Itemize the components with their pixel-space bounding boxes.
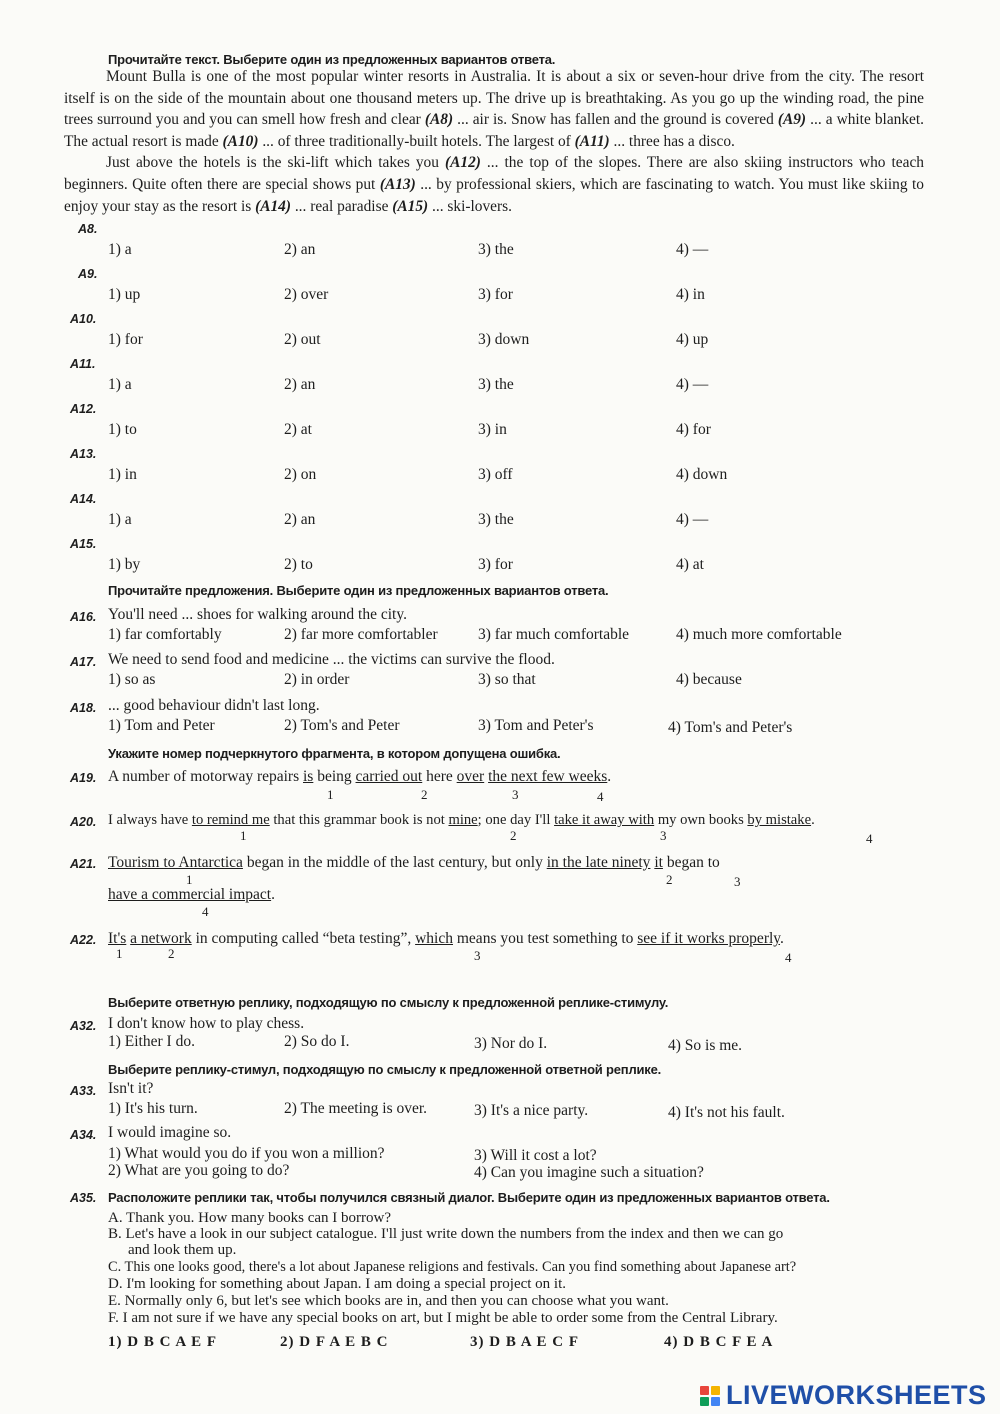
question-label: A21. — [70, 857, 97, 871]
fragment-number: 2 — [666, 872, 673, 887]
fragment-number: 3 — [734, 874, 741, 889]
logo-text: LIVEWORKSHEETS — [726, 1380, 987, 1410]
answer-option-1[interactable]: 1) D B C A E F — [108, 1334, 218, 1350]
underlined-fragment-3[interactable]: over — [456, 768, 485, 785]
dialogue-line-f: F. I am not sure if we have any special books on art, but I might be able to order some from the Central Library. — [108, 1310, 778, 1326]
question-text: We need to send food and medicine ... the victims can survive the flood. — [108, 651, 555, 668]
underlined-fragment-2[interactable]: carried out — [355, 768, 423, 785]
option-2[interactable]: 2) in order — [284, 671, 350, 688]
option-3[interactable]: 3) Nor do I. — [474, 1035, 548, 1052]
instruction-find-error: Укажите номер подчеркнутого фрагмента, в котором допущена ошибка. — [108, 746, 561, 761]
underlined-fragment-1[interactable]: is — [303, 768, 314, 785]
instruction-choose-response: Выберите ответную реплику, подходящую по смыслу к предложенной реплике-стимулу. — [108, 995, 669, 1010]
option-3[interactable]: 3) Will it cost a lot? — [474, 1147, 597, 1164]
dialogue-line-d: D. I'm looking for something about Japan. I am doing a special project on it. — [108, 1276, 567, 1292]
answer-option-3[interactable]: 3) D B A E C F — [470, 1334, 580, 1350]
fragment-number: 3 — [512, 787, 519, 802]
instruction-arrange-dialogue: Расположите реплики так, чтобы получился связный диалог. Выберите один из предложенных вариантов ответа. — [108, 1190, 830, 1205]
underlined-fragment-4[interactable]: have a commercial impact — [108, 886, 272, 903]
option-1[interactable]: 1) a — [108, 376, 132, 393]
underlined-fragment-4[interactable]: see if it works properly — [637, 930, 781, 947]
question-text: You'll need ... shoes for walking around the city. — [108, 606, 407, 623]
question-text: Isn't it? — [108, 1080, 154, 1097]
underlined-fragment-4[interactable]: by mistake — [747, 812, 812, 828]
option-3[interactable]: 3) the — [478, 376, 514, 393]
fragment-number: 4 — [202, 904, 209, 919]
passage-text: ... three has a disco. — [609, 132, 735, 150]
fragment-number: 3 — [660, 828, 667, 843]
question-label: A8. — [78, 222, 98, 236]
error-sentence-a21: Tourism to Antarctica began in the middle of the last century, but only in the late ninety it began to — [108, 854, 720, 871]
option-1[interactable]: 1) What would you do if you won a million? — [108, 1145, 385, 1162]
question-label: A12. — [70, 402, 97, 416]
option-3[interactable]: 3) the — [478, 241, 514, 258]
fragment-number: 4 — [597, 789, 604, 804]
underlined-fragment-2[interactable]: in the late ninety — [546, 854, 651, 871]
fragment-number: 4 — [785, 950, 792, 965]
gap-marker: (A10) — [222, 132, 259, 150]
option-2[interactable]: 2) over — [284, 286, 329, 303]
gap-marker: (A14) — [255, 197, 291, 215]
underlined-fragment-3[interactable]: take it away with — [554, 812, 655, 828]
passage-text: Mount Bulla is one of the most popular winter resorts in Australia. It is about a six or seven-hour drive from the city. The resort itself is on the side of the mountain about one thousand meters up. The drive up is breathtaking. As you go up the winding road, the pine trees surround you and you can smell how fresh and clear — [64, 68, 924, 129]
question-label: A19. — [70, 771, 97, 785]
underlined-fragment-3[interactable]: which — [415, 930, 453, 947]
option-2[interactable]: 2) an — [284, 511, 316, 528]
option-3[interactable]: 3) the — [478, 511, 514, 528]
question-label: A35. — [70, 1191, 97, 1205]
underlined-fragment-1[interactable]: Tourism to Antarctica — [108, 854, 243, 871]
fragment-number: 2 — [168, 946, 175, 961]
fragment-number: 1 — [116, 946, 123, 961]
logo-block — [711, 1386, 720, 1395]
option-2[interactable]: 2) Tom's and Peter — [284, 717, 400, 734]
option-3[interactable]: 3) for — [478, 556, 513, 573]
dialogue-line-e: E. Normally only 6, but let's see which books are in, and then you can choose what you want. — [108, 1293, 669, 1309]
option-4[interactable]: 4) up — [676, 331, 709, 348]
option-1[interactable]: 1) in — [108, 466, 137, 483]
question-label: A13. — [70, 447, 97, 461]
question-label: A18. — [70, 701, 97, 715]
question-label: A9. — [78, 267, 98, 281]
question-label: A22. — [70, 933, 97, 947]
option-3[interactable]: 3) far much comfortable — [478, 626, 630, 643]
fragment-number: 1 — [186, 872, 193, 887]
option-2[interactable]: 2) What are you going to do? — [108, 1162, 290, 1179]
option-4[interactable]: 4) in — [676, 286, 705, 303]
option-3[interactable]: 3) Tom and Peter's — [478, 717, 594, 734]
answer-option-4[interactable]: 4) D B C F E A — [664, 1334, 774, 1350]
gap-marker: (A9) — [777, 111, 807, 129]
option-1[interactable]: 1) a — [108, 511, 132, 528]
option-3[interactable]: 3) off — [478, 466, 513, 483]
option-1[interactable]: 1) a — [108, 241, 132, 258]
question-label: A11. — [70, 357, 96, 371]
option-1[interactable]: 1) so as — [108, 671, 156, 688]
option-3[interactable]: 3) in — [478, 421, 507, 438]
passage-text: ... the top of the slopes. There are also skiing instructors who teach beginners. Quite often there are special shows put — [64, 154, 924, 193]
passage-text: ... real paradise — [290, 197, 393, 215]
question-label: A17. — [70, 655, 97, 669]
option-2[interactable]: 2) So do I. — [284, 1033, 350, 1050]
question-label: A14. — [70, 492, 97, 506]
option-4[interactable]: 4) Tom's and Peter's — [668, 719, 793, 736]
option-4[interactable]: 4) much more comfortable — [676, 626, 842, 643]
question-label: A32. — [70, 1019, 97, 1033]
option-4[interactable]: 4) It's not his fault. — [668, 1104, 785, 1121]
answer-option-2[interactable]: 2) D F A E B C — [280, 1334, 389, 1350]
option-3[interactable]: 3) for — [478, 286, 513, 303]
dialogue-line-b: B. Let's have a look in our subject catalogue. I'll just write down the numbers from the index and then we can go — [108, 1226, 784, 1242]
fragment-number: 3 — [474, 948, 481, 963]
dialogue-line-a: A. Thank you. How many books can I borrow? — [108, 1210, 392, 1226]
option-4[interactable]: 4) because — [676, 671, 742, 688]
option-3[interactable]: 3) so that — [478, 671, 536, 688]
dialogue-line-b-cont: and look them up. — [128, 1242, 237, 1258]
question-label: A10. — [70, 312, 97, 326]
gap-marker: (A11) — [574, 132, 610, 150]
passage-text: Just above the hotels is the ski-lift which takes you — [106, 154, 445, 172]
logo-block — [711, 1397, 720, 1406]
fragment-number: 2 — [421, 787, 428, 802]
dialogue-line-c: C. This one looks good, there's a lot about Japanese religions and festivals. Can you find something about Japanese art? — [108, 1259, 797, 1275]
reading-passage — [64, 66, 924, 217]
passage-text: ... air is. Snow has fallen and the ground is covered — [453, 111, 778, 129]
gap-marker: (A8) — [424, 111, 454, 129]
passage-text: ... of three traditionally-built hotels. The largest of — [258, 132, 575, 150]
option-2[interactable]: 2) The meeting is over. — [284, 1100, 428, 1117]
question-label: A20. — [70, 815, 97, 829]
logo-block — [700, 1386, 709, 1395]
option-4[interactable]: 4) — — [676, 241, 709, 258]
option-4[interactable]: 4) — — [676, 376, 709, 393]
option-2[interactable]: 2) to — [284, 556, 313, 573]
gap-marker: (A12) — [444, 154, 481, 172]
option-2[interactable]: 2) an — [284, 241, 316, 258]
error-sentence-a22: It's a network in computing called “beta testing”, which means you test something to see if it works properly. — [108, 930, 784, 947]
option-4[interactable]: 4) So is me. — [668, 1037, 743, 1054]
error-sentence-a19: A number of motorway repairs is being carried out here over the next few weeks. — [108, 768, 612, 785]
option-1[interactable]: 1) by — [108, 556, 141, 573]
option-2[interactable]: 2) at — [284, 421, 312, 438]
option-4[interactable]: 4) Can you imagine such a situation? — [474, 1164, 704, 1181]
liveworksheets-logo — [700, 1380, 987, 1411]
option-1[interactable]: 1) It's his turn. — [108, 1100, 198, 1117]
fragment-number: 4 — [866, 831, 873, 846]
error-sentence-a21-cont: have a commercial impact. — [108, 886, 275, 903]
option-3[interactable]: 3) down — [478, 331, 530, 348]
underlined-fragment-4[interactable]: the next few weeks — [488, 768, 608, 785]
option-4[interactable]: 4) — — [676, 511, 709, 528]
logo-icon — [700, 1386, 720, 1406]
underlined-fragment-2[interactable]: mine — [448, 812, 478, 828]
underlined-fragment-2[interactable]: a network — [130, 930, 192, 947]
gap-marker: (A13) — [379, 175, 416, 193]
underlined-fragment-1[interactable]: It's — [108, 930, 127, 947]
question-text: I would imagine so. — [108, 1124, 232, 1141]
question-text: I don't know how to play chess. — [108, 1015, 305, 1032]
error-sentence-a20: I always have to remind me that this grammar book is not mine; one day I'll take it away with my own books by mistake. — [108, 812, 815, 828]
question-text: ... good behaviour didn't last long. — [108, 697, 320, 714]
underlined-fragment-3[interactable]: it — [654, 854, 663, 871]
logo-block — [700, 1397, 709, 1406]
option-1[interactable]: 1) far comfortably — [108, 626, 222, 643]
question-label: A33. — [70, 1084, 97, 1098]
option-2[interactable]: 2) on — [284, 466, 317, 483]
gap-marker: (A15) — [392, 197, 429, 215]
instruction-read-sentences: Прочитайте предложения. Выберите один из предложенных вариантов ответа. — [108, 583, 609, 598]
fragment-number: 1 — [327, 787, 334, 802]
fragment-number: 1 — [240, 828, 247, 843]
option-1[interactable]: 1) Either I do. — [108, 1033, 195, 1050]
option-4[interactable]: 4) at — [676, 556, 704, 573]
option-4[interactable]: 4) down — [676, 466, 728, 483]
option-2[interactable]: 2) an — [284, 376, 316, 393]
question-label: A16. — [70, 610, 97, 624]
question-label: A34. — [70, 1128, 97, 1142]
option-2[interactable]: 2) out — [284, 331, 321, 348]
option-2[interactable]: 2) far more comfortabler — [284, 626, 438, 643]
question-label: A15. — [70, 537, 97, 551]
passage-text: ... a white blanket. The actual resort is made — [64, 111, 924, 150]
option-3[interactable]: 3) It's a nice party. — [474, 1102, 589, 1119]
option-4[interactable]: 4) for — [676, 421, 711, 438]
option-1[interactable]: 1) for — [108, 331, 143, 348]
passage-text: ... ski-lovers. — [428, 197, 512, 215]
instruction-choose-stimulus: Выберите реплику-стимул, подходящую по смыслу к предложенной ответной реплике. — [108, 1062, 662, 1077]
fragment-number: 2 — [510, 828, 517, 843]
option-1[interactable]: 1) Tom and Peter — [108, 717, 215, 734]
underlined-fragment-1[interactable]: to remind me — [191, 812, 270, 828]
passage-text: ... by professional skiers, which are fascinating to watch. You must like skiing to enjoy your stay as the resort is — [64, 175, 924, 215]
option-1[interactable]: 1) to — [108, 421, 137, 438]
instruction-read-text: Прочитайте текст. Выберите один из предложенных вариантов ответа. — [108, 52, 556, 67]
option-1[interactable]: 1) up — [108, 286, 141, 303]
